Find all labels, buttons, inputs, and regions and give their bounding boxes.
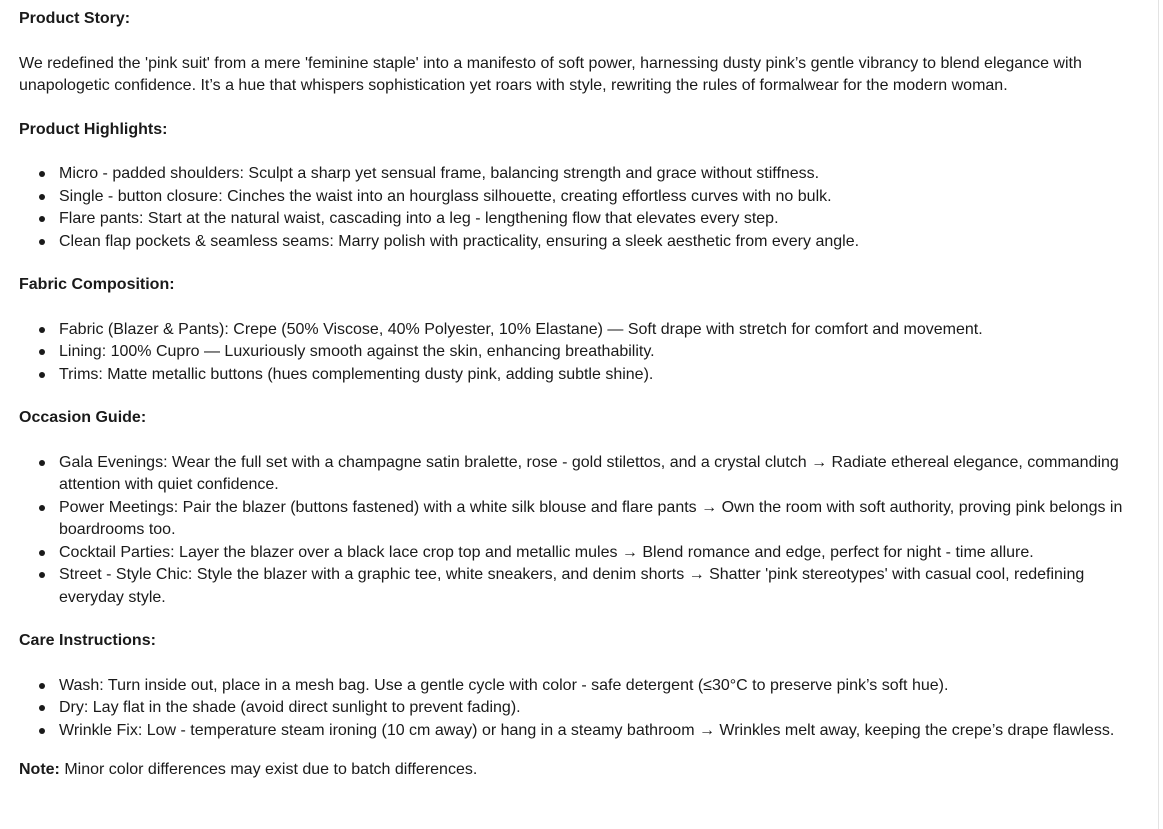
fabric-composition-section	[19, 274, 1139, 386]
list-item: Wash: Turn inside out, place in a mesh bag. Use a gentle cycle with color - safe detergent (≤30°C to preserve pink’s soft hue).	[59, 675, 1139, 698]
note-line	[19, 759, 1139, 782]
care-instructions-heading: Care Instructions:	[19, 632, 156, 649]
list-item: Fabric (Blazer & Pants): Crepe (50% Viscose, 40% Polyester, 10% Elastane) — Soft drape with stretch for comfort and movement.	[59, 319, 1139, 342]
product-story-heading: Product Story:	[19, 10, 131, 27]
fabric-composition-list	[19, 319, 1139, 387]
list-item: Power Meetings: Pair the blazer (buttons fastened) with a white silk blouse and flare pants → Own the room with soft authority, proving pink belongs in boardrooms too.	[59, 497, 1139, 542]
list-item: Trims: Matte metallic buttons (hues complementing dusty pink, adding subtle shine).	[59, 364, 1139, 387]
list-item: Dry: Lay flat in the shade (avoid direct sunlight to prevent fading).	[59, 697, 1139, 720]
list-item: Micro - padded shoulders: Sculpt a sharp yet sensual frame, balancing strength and grace without stiffness.	[59, 163, 1139, 186]
occasion-guide-list	[19, 452, 1139, 610]
list-item: Gala Evenings: Wear the full set with a champagne satin bralette, rose - gold stilettos, and a crystal clutch → Radiate ethereal elegance, commanding attention with quiet confidence.	[59, 452, 1139, 497]
occasion-guide-section	[19, 407, 1139, 609]
list-item: Lining: 100% Cupro — Luxuriously smooth against the skin, enhancing breathability.	[59, 341, 1139, 364]
fabric-composition-heading: Fabric Composition:	[19, 276, 175, 293]
list-item: Cocktail Parties: Layer the blazer over a black lace crop top and metallic mules → Blend romance and edge, perfect for night - time allure.	[59, 542, 1139, 565]
care-instructions-list	[19, 675, 1139, 743]
product-highlights-list	[19, 163, 1139, 253]
list-item: Flare pants: Start at the natural waist, cascading into a leg - lengthening flow that elevates every step.	[59, 208, 1139, 231]
product-highlights-heading: Product Highlights:	[19, 120, 168, 138]
occasion-guide-heading: Occasion Guide:	[19, 409, 147, 426]
product-story-section	[19, 8, 1139, 98]
list-item: Single - button closure: Cinches the waist into an hourglass silhouette, creating effortless curves with no bulk.	[59, 186, 1139, 209]
list-item: Street - Style Chic: Style the blazer with a graphic tee, white sneakers, and denim shorts → Shatter 'pink stereotypes' with casual cool, redefining everyday style.	[59, 564, 1139, 609]
list-item: Clean flap pockets & seamless seams: Marry polish with practicality, ensuring a sleek aesthetic from every angle.	[59, 231, 1139, 254]
list-item: Wrinkle Fix: Low - temperature steam ironing (10 cm away) or hang in a steamy bathroom → Wrinkles melt away, keeping the crepe’s drape flawless.	[59, 720, 1139, 743]
product-story-text: We redefined the 'pink suit' from a mere 'feminine staple' into a manifesto of soft power, harnessing dusty pink’s gentle vibrancy to blend elegance with unapologetic confidence. It’s a hue that whispers sophistication yet roars with style, rewriting the rules of formalwear for the modern woman.	[19, 54, 1082, 94]
note-label: Note:	[19, 761, 60, 778]
care-instructions-section	[19, 630, 1139, 742]
note-text: Minor color differences may exist due to batch differences.	[59, 761, 478, 778]
product-highlights-section	[19, 119, 1139, 254]
